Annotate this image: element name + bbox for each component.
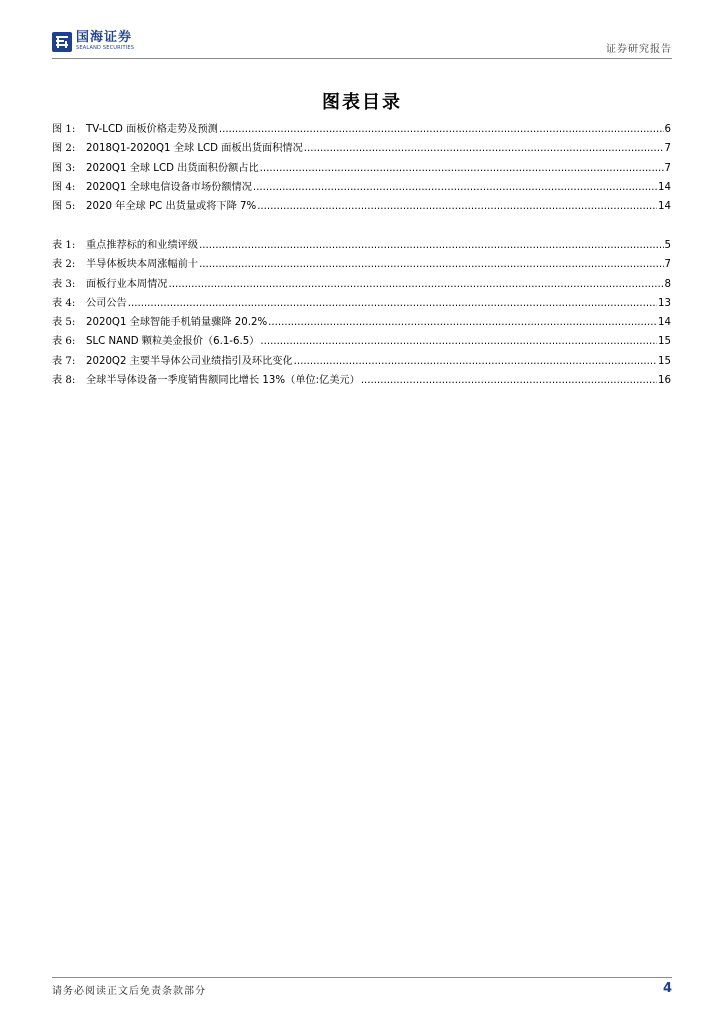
- toc-entry-title: 2020Q1 全球 LCD 出货面积份额占比: [86, 162, 259, 174]
- toc-entry-page: 6: [664, 124, 671, 135]
- table-toc-entry[interactable]: [52, 294, 671, 313]
- toc-entry-page: 8: [664, 278, 671, 290]
- toc-entry-page: 7: [664, 162, 671, 174]
- toc-dot-leader: [257, 201, 657, 212]
- toc-entry-title: 面板行业本周情况: [86, 278, 168, 290]
- toc-dot-leader: [199, 259, 663, 270]
- table-toc-entry[interactable]: [52, 371, 671, 390]
- figure-toc-entry[interactable]: [52, 120, 671, 139]
- toc-dot-leader: [260, 336, 657, 347]
- toc-dot-leader: [260, 163, 664, 174]
- toc-entry-title: 2020Q2 主要半导体公司业绩指引及环比变化: [86, 355, 293, 367]
- table-toc-entry[interactable]: [52, 313, 671, 332]
- toc-entry-title: 2020Q1 全球电信设备市场份额情况: [86, 181, 252, 193]
- logo-english-name: SEALAND SECURITIES: [76, 45, 135, 51]
- toc-entry-title: TV-LCD 面板价格走势及预测: [86, 124, 218, 135]
- toc-entry-label: 表 6:: [52, 336, 76, 348]
- toc-entry-page: 7: [664, 259, 671, 271]
- toc-dot-leader: [128, 298, 657, 309]
- toc-entry-label: 表 2:: [52, 259, 76, 271]
- figure-toc-entry[interactable]: [52, 178, 671, 197]
- toc-entry-title: 2020 年全球 PC 出货量或将下降 7%: [86, 201, 257, 213]
- table-toc-entry[interactable]: [52, 255, 671, 274]
- toc-entry-page: 7: [664, 143, 671, 155]
- toc-entry-label: 表 5:: [52, 317, 76, 329]
- disclaimer-note: 请务必阅读正文后免责条款部分: [52, 986, 206, 997]
- toc-entry-label: 表 3:: [52, 278, 76, 290]
- table-toc-entry[interactable]: [52, 275, 671, 294]
- figure-toc-entry[interactable]: [52, 159, 671, 178]
- toc-entry-page: 15: [658, 355, 671, 367]
- logo-chinese-name: 国海证券: [76, 30, 133, 45]
- toc-entry-label: 表 1:: [52, 240, 76, 251]
- toc-entry-page: 14: [658, 201, 671, 213]
- toc-entry-label: 表 8:: [52, 375, 76, 387]
- toc-dot-leader: [219, 124, 664, 135]
- toc-entry-label: 图 1:: [52, 124, 76, 135]
- figure-toc-entry[interactable]: [52, 197, 671, 216]
- toc-entry-page: 15: [658, 336, 671, 348]
- toc-entry-title: SLC NAND 颗粒美金报价（6.1-6.5）: [86, 336, 260, 348]
- figure-list: [52, 120, 671, 216]
- toc-entry-page: 16: [658, 375, 671, 387]
- toc-dot-leader: [304, 143, 664, 154]
- toc-entry-page: 13: [658, 297, 671, 309]
- toc-entry-title: 2020Q1 全球智能手机销量骤降 20.2%: [86, 317, 268, 329]
- figure-toc-entry[interactable]: [52, 139, 671, 158]
- table-toc-entry[interactable]: [52, 352, 671, 371]
- table-list: [52, 236, 671, 390]
- page-title: 图表目录: [322, 92, 402, 113]
- toc-entry-title: 公司公告: [86, 297, 127, 309]
- toc-dot-leader: [268, 317, 657, 328]
- table-toc-entry[interactable]: [52, 236, 671, 255]
- toc-entry-label: 表 7:: [52, 355, 76, 367]
- toc-entry-title: 重点推荐标的和业绩评级: [86, 240, 199, 251]
- page-footer: [52, 977, 672, 1008]
- toc-dot-leader: [199, 240, 663, 251]
- toc-entry-label: 图 3:: [52, 162, 76, 174]
- toc-entry-label: 图 2:: [52, 143, 76, 155]
- toc-entry-page: 14: [658, 317, 671, 329]
- toc-entry-page: 14: [658, 181, 671, 193]
- toc-entry-label: 图 5:: [52, 201, 76, 213]
- toc-entry-label: 图 4:: [52, 181, 76, 193]
- toc-entry-page: 5: [664, 240, 671, 251]
- table-toc-entry[interactable]: [52, 332, 671, 351]
- report-type-label: 证券研究报告: [606, 44, 672, 55]
- toc-dot-leader: [361, 375, 657, 386]
- toc-entry-title: 全球半导体设备一季度销售额同比增长 13%（单位:亿美元）: [86, 375, 360, 387]
- toc-entry-label: 表 4:: [52, 297, 76, 309]
- toc-entry-title: 半导体板块本周涨幅前十: [86, 259, 199, 271]
- page-header: [52, 28, 672, 59]
- company-logo: [52, 31, 134, 52]
- sealand-logo-icon: [52, 32, 72, 52]
- page-number: 4: [662, 981, 672, 996]
- toc-dot-leader: [253, 182, 657, 193]
- toc-dot-leader: [294, 356, 657, 367]
- toc-entry-title: 2018Q1-2020Q1 全球 LCD 面板出货面积情况: [86, 143, 303, 155]
- toc-dot-leader: [169, 279, 664, 290]
